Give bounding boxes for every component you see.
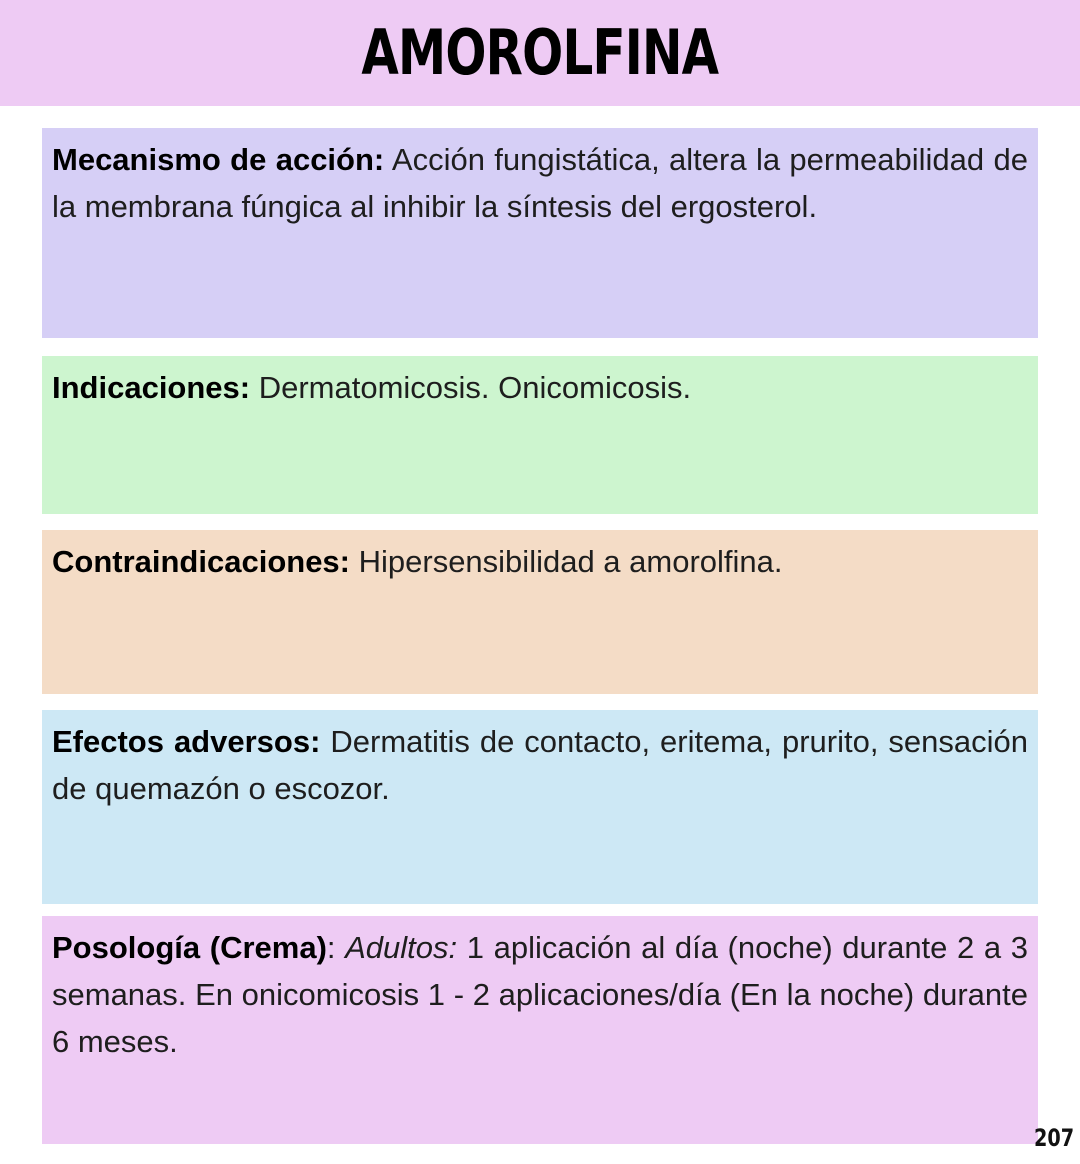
page-header [0, 0, 1080, 106]
section-label: Posología (Crema) [52, 930, 327, 965]
section-label: Indicaciones: [52, 370, 251, 405]
section-italic-label: Adultos: [345, 930, 458, 965]
section-text: 1 aplicación al día (noche) durante 2 a 3 semanas. En onicomicosis 1 - 2 aplicaciones/día (En la noche) durante 6 meses. [52, 930, 1028, 1059]
section-posologia [42, 916, 1038, 1144]
section-label: Efectos adversos: [52, 724, 321, 759]
page-title: AMOROLFINA [361, 16, 719, 89]
section-contraindicaciones [42, 530, 1038, 694]
page-number: 207 [1033, 1124, 1074, 1152]
section-text: Dermatomicosis. Onicomicosis. [250, 370, 692, 405]
section-text: Dermatitis de contacto, eritema, prurito, sensación de quemazón o escozor. [52, 724, 1028, 806]
section-text: Acción fungistática, altera la permeabilidad de la membrana fúngica al inhibir la síntesis del ergosterol. [52, 142, 1028, 224]
section-indicaciones [42, 356, 1038, 514]
section-label: Mecanismo de acción: [52, 142, 385, 177]
section-label: Contraindicaciones: [52, 544, 350, 579]
section-text: Hipersensibilidad a amorolfina. [350, 544, 783, 579]
section-efectos-adversos [42, 710, 1038, 904]
section-colon: : [326, 930, 346, 965]
section-mecanismo-de-accion [42, 128, 1038, 338]
